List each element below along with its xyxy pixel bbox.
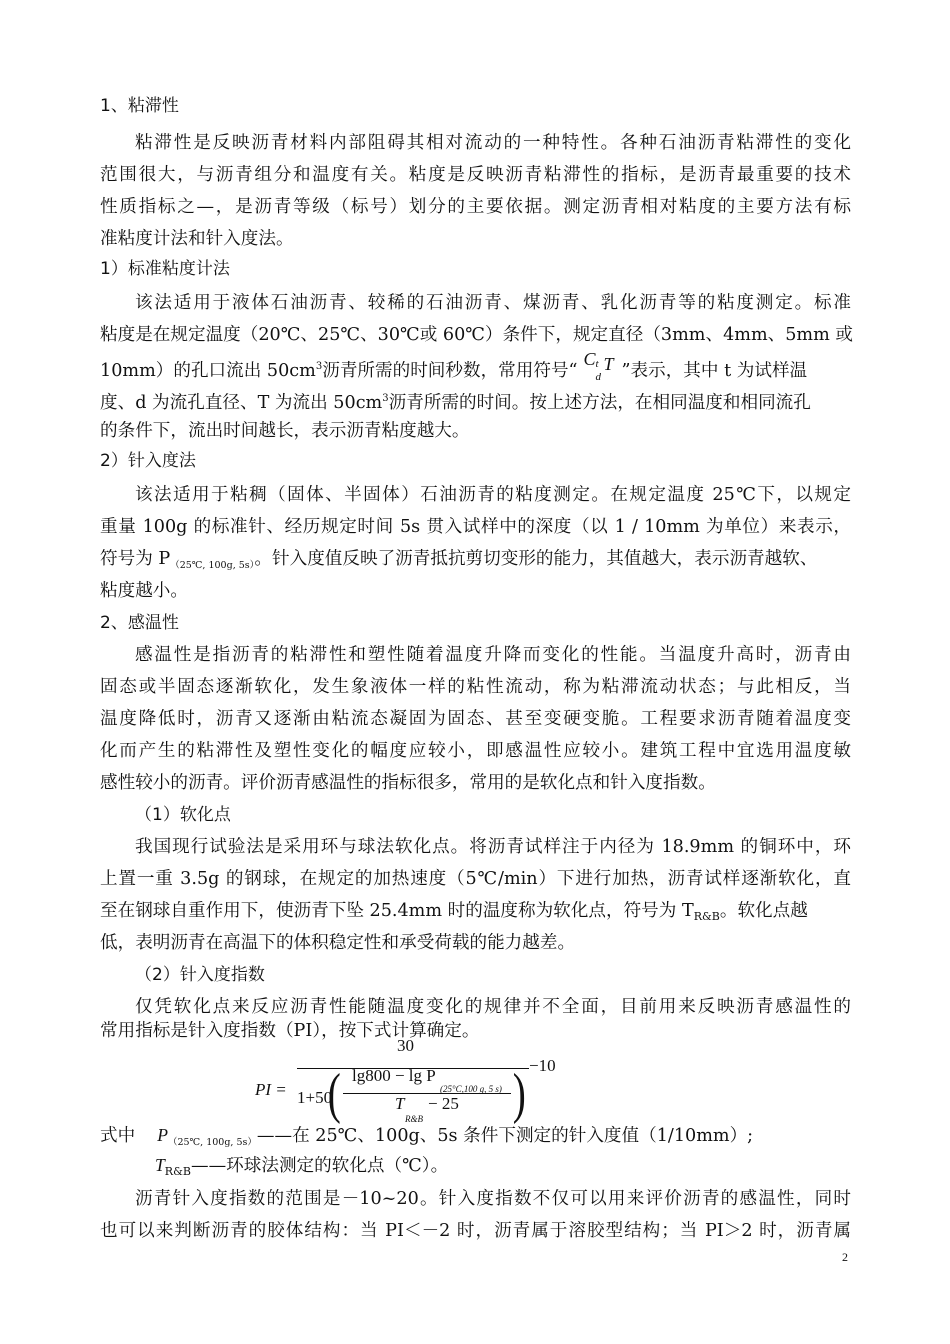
paragraph-line: 粘度越小。 xyxy=(100,581,188,601)
paragraph-line: 也可以来判断沥青的胶体结构：当 PI＜－2 时，沥青属于溶胶型结构；当 PI＞2 时，沥青属 xyxy=(100,1221,851,1241)
paragraph-line: 准粘度计法和针入度法。 xyxy=(100,229,294,249)
page-number: 2 xyxy=(842,1250,848,1264)
paragraph-line: 感温性是指沥青的粘滞性和塑性随着温度升降而变化的性能。当温度升高时，沥青由 xyxy=(135,645,851,665)
paragraph-line: 低，表明沥青在高温下的体积稳定性和承受荷载的能力越差。 xyxy=(100,933,576,953)
inner-numerator: lg800 − lg P xyxy=(352,1066,436,1085)
paragraph-line: 该法适用于粘稠（固体、半固体）石油沥青的粘度测定。在规定温度 25℃下，以规定 xyxy=(135,485,851,505)
paragraph-line: 粘滞性是反映沥青材料内部阻碍其相对流动的一种特性。各种石油沥青粘滞性的变化 xyxy=(135,133,851,153)
paragraph-line: 化而产生的粘滞性及塑性变化的幅度应较小，即感温性应较小。建筑工程中宜选用温度敏 xyxy=(100,741,851,761)
paragraph-line: 固态或半固态逐渐软化，发生象液体一样的粘性流动，称为粘滞流动状态；与此相反，当 xyxy=(100,677,851,697)
where-line-P: 式中 $P_{(25℃, 100g, 5s)}——$在 25℃、100g、5s 条件下测定的针入度值（1/10mm）; xyxy=(100,1125,754,1148)
where-line-T: $T_{R\&B}——$环球法测定的软化点（℃）。 xyxy=(155,1155,449,1178)
paragraph-line: 感性较小的沥青。评价沥青感温性的指标很多，常用的是软化点和针入度指数。 xyxy=(100,773,716,793)
paragraph-line: 沥青针入度指数的范围是－10~20。针入度指数不仅可以用来评价沥青的感温性，同时 xyxy=(135,1189,851,1209)
subheading-penetration: 2）针入度法 xyxy=(100,451,196,471)
inner-numerator-subscript: (25°C,100 g, 5 s) xyxy=(440,1084,502,1094)
viscosity-symbol: C t d T xyxy=(583,349,614,383)
paragraph-line: 范围很大，与沥青组分和温度有关。粘度是反映沥青粘滞性的指标，是沥青最重要的技术 xyxy=(100,165,851,185)
paragraph-line: 10mm）的孔口流出 $50cm^3$沥青所需的时间秒数，常用符号“ C t d T ”表示，其中 t 为试样温 xyxy=(100,349,808,383)
formula-tail: −10 xyxy=(529,1056,556,1075)
section-heading-temperature-sensitivity: 2、感温性 xyxy=(100,613,179,633)
formula-lhs: PI = xyxy=(255,1080,287,1099)
inner-fraction-bar xyxy=(343,1093,511,1094)
right-paren: ) xyxy=(512,1063,526,1125)
inner-denominator-rest: − 25 xyxy=(428,1094,459,1113)
paragraph-line: 度、d 为流孔直径、T 为流出 $50cm^3$沥青所需的时间。按上述方法，在相同温度和相同流孔 xyxy=(100,392,811,413)
paragraph-line: 我国现行试验法是采用环与球法软化点。将沥青试样注于内径为 18.9mm 的铜环中，环 xyxy=(135,837,851,857)
inner-denominator-subscript: R&B xyxy=(405,1114,423,1124)
formula-numerator: 30 xyxy=(397,1036,414,1055)
subheading-softening-point: （1）软化点 xyxy=(135,805,231,825)
section-heading-viscosity: 1、粘滞性 xyxy=(100,96,179,116)
formula-denominator-prefix: 1+50 xyxy=(297,1088,333,1107)
paragraph-line: 符号为 $P_{(25℃, 100g, 5s)}$。针入度值反映了沥青抵抗剪切变形的能力，其值越大，表示沥青越软、 xyxy=(100,549,818,571)
paragraph-line: 上置一重 3.5g 的钢球，在规定的加热速度（5℃/min）下进行加热，沥青试样逐渐软化，直 xyxy=(100,869,851,889)
subheading-penetration-index: （2）针入度指数 xyxy=(135,965,265,985)
paragraph-line: 该法适用于液体石油沥青、较稀的石油沥青、煤沥青、乳化沥青等的粘度测定。标准 xyxy=(135,293,851,313)
paragraph-line: 性质指标之—，是沥青等级（标号）划分的主要依据。测定沥青相对粘度的主要方法有标 xyxy=(100,197,851,217)
paragraph-line: 温度降低时，沥青又逐渐由粘流态凝固为固态、甚至变硬变脆。工程要求沥青随着温度变 xyxy=(100,709,851,729)
paragraph-line: 的条件下，流出时间越长，表示沥青粘度越大。 xyxy=(100,421,470,441)
subheading-standard-viscometer: 1）标准粘度计法 xyxy=(100,259,230,279)
paragraph-line: 重量 100g 的标准针、经历规定时间 5s 贯入试样中的深度（以 1 / 10mm 为单位）来表示， xyxy=(100,517,851,537)
paragraph-line: 粘度是在规定温度（20℃、25℃、30℃或 60℃）条件下，规定直径（3mm、4mm、5mm 或 xyxy=(100,325,853,345)
paragraph-line: 至在钢球自重作用下，使沥青下坠 25.4mm 时的温度称为软化点，符号为 $T_{R\&B}$。软化点越 xyxy=(100,901,808,923)
paragraph-line: 常用指标是针入度指数（PI），按下式计算确定。 xyxy=(100,1021,480,1041)
inner-denominator-T: T xyxy=(395,1094,405,1113)
paragraph-line: 仅凭软化点来反应沥青性能随温度变化的规律并不全面，目前用来反映沥青感温性的 xyxy=(135,997,851,1017)
left-paren: ( xyxy=(327,1063,341,1125)
